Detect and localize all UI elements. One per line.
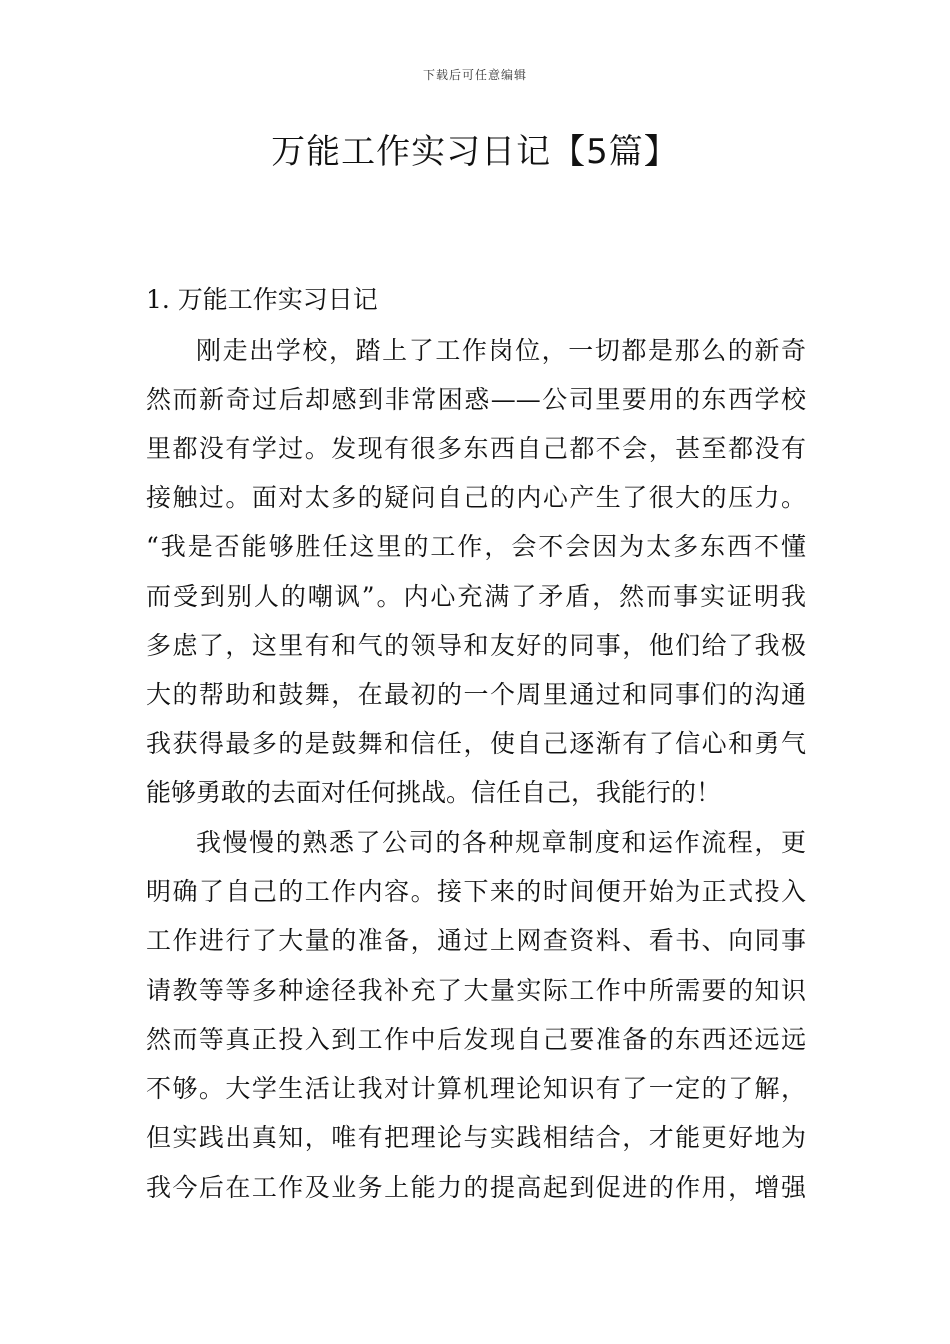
paragraph-line: 明确了自己的工作内容。接下来的时间便开始为正式投入 [146,877,806,906]
paragraph-line: 不够。大学生活让我对计算机理论知识有了一定的了解， [146,1074,806,1103]
paragraph-line: 而受到别人的嘲讽”。内心充满了矛盾，然而事实证明我 [146,582,806,611]
paragraph-line: 大的帮助和鼓舞，在最初的一个周里通过和同事们的沟通 [146,680,806,709]
paragraph-line: 然而等真正投入到工作中后发现自己要准备的东西还远远 [146,1025,806,1054]
paragraph-line: 我慢慢的熟悉了公司的各种规章制度和运作流程，更 [196,828,806,857]
paragraph-line: 请教等等多种途径我补充了大量实际工作中所需要的知识 [146,976,806,1005]
header-note: 下载后可任意编辑 [422,68,527,82]
paragraph-line: 里都没有学过。发现有很多东西自己都不会，甚至都没有 [146,434,806,463]
paragraph-line: 刚走出学校，踏上了工作岗位，一切都是那么的新奇 [196,336,806,365]
paragraph-line: 但实践出真知，唯有把理论与实践相结合，才能更好地为 [146,1123,806,1152]
paragraph-line: 我今后在工作及业务上能力的提高起到促进的作用，增强 [146,1173,806,1202]
document-title: 万能工作实习日记【5篇】 [271,132,679,172]
section-heading: 1. 万能工作实习日记 [146,285,378,314]
paragraph-line: 我获得最多的是鼓舞和信任，使自己逐渐有了信心和勇气 [146,729,806,758]
paragraph-line: 然而新奇过后却感到非常困惑——公司里要用的东西学校 [146,385,806,414]
paragraph-line: 工作进行了大量的准备，通过上网查资料、看书、向同事 [146,926,806,955]
paragraph-line: “我是否能够胜任这里的工作，会不会因为太多东西不懂 [146,532,806,561]
paragraph-line: 接触过。面对太多的疑问自己的内心产生了很大的压力。 [146,483,806,512]
paragraph-line: 多虑了，这里有和气的领导和友好的同事，他们给了我极 [146,631,806,660]
paragraph-line: 能够勇敢的去面对任何挑战。信任自己，我能行的！ [146,778,722,807]
